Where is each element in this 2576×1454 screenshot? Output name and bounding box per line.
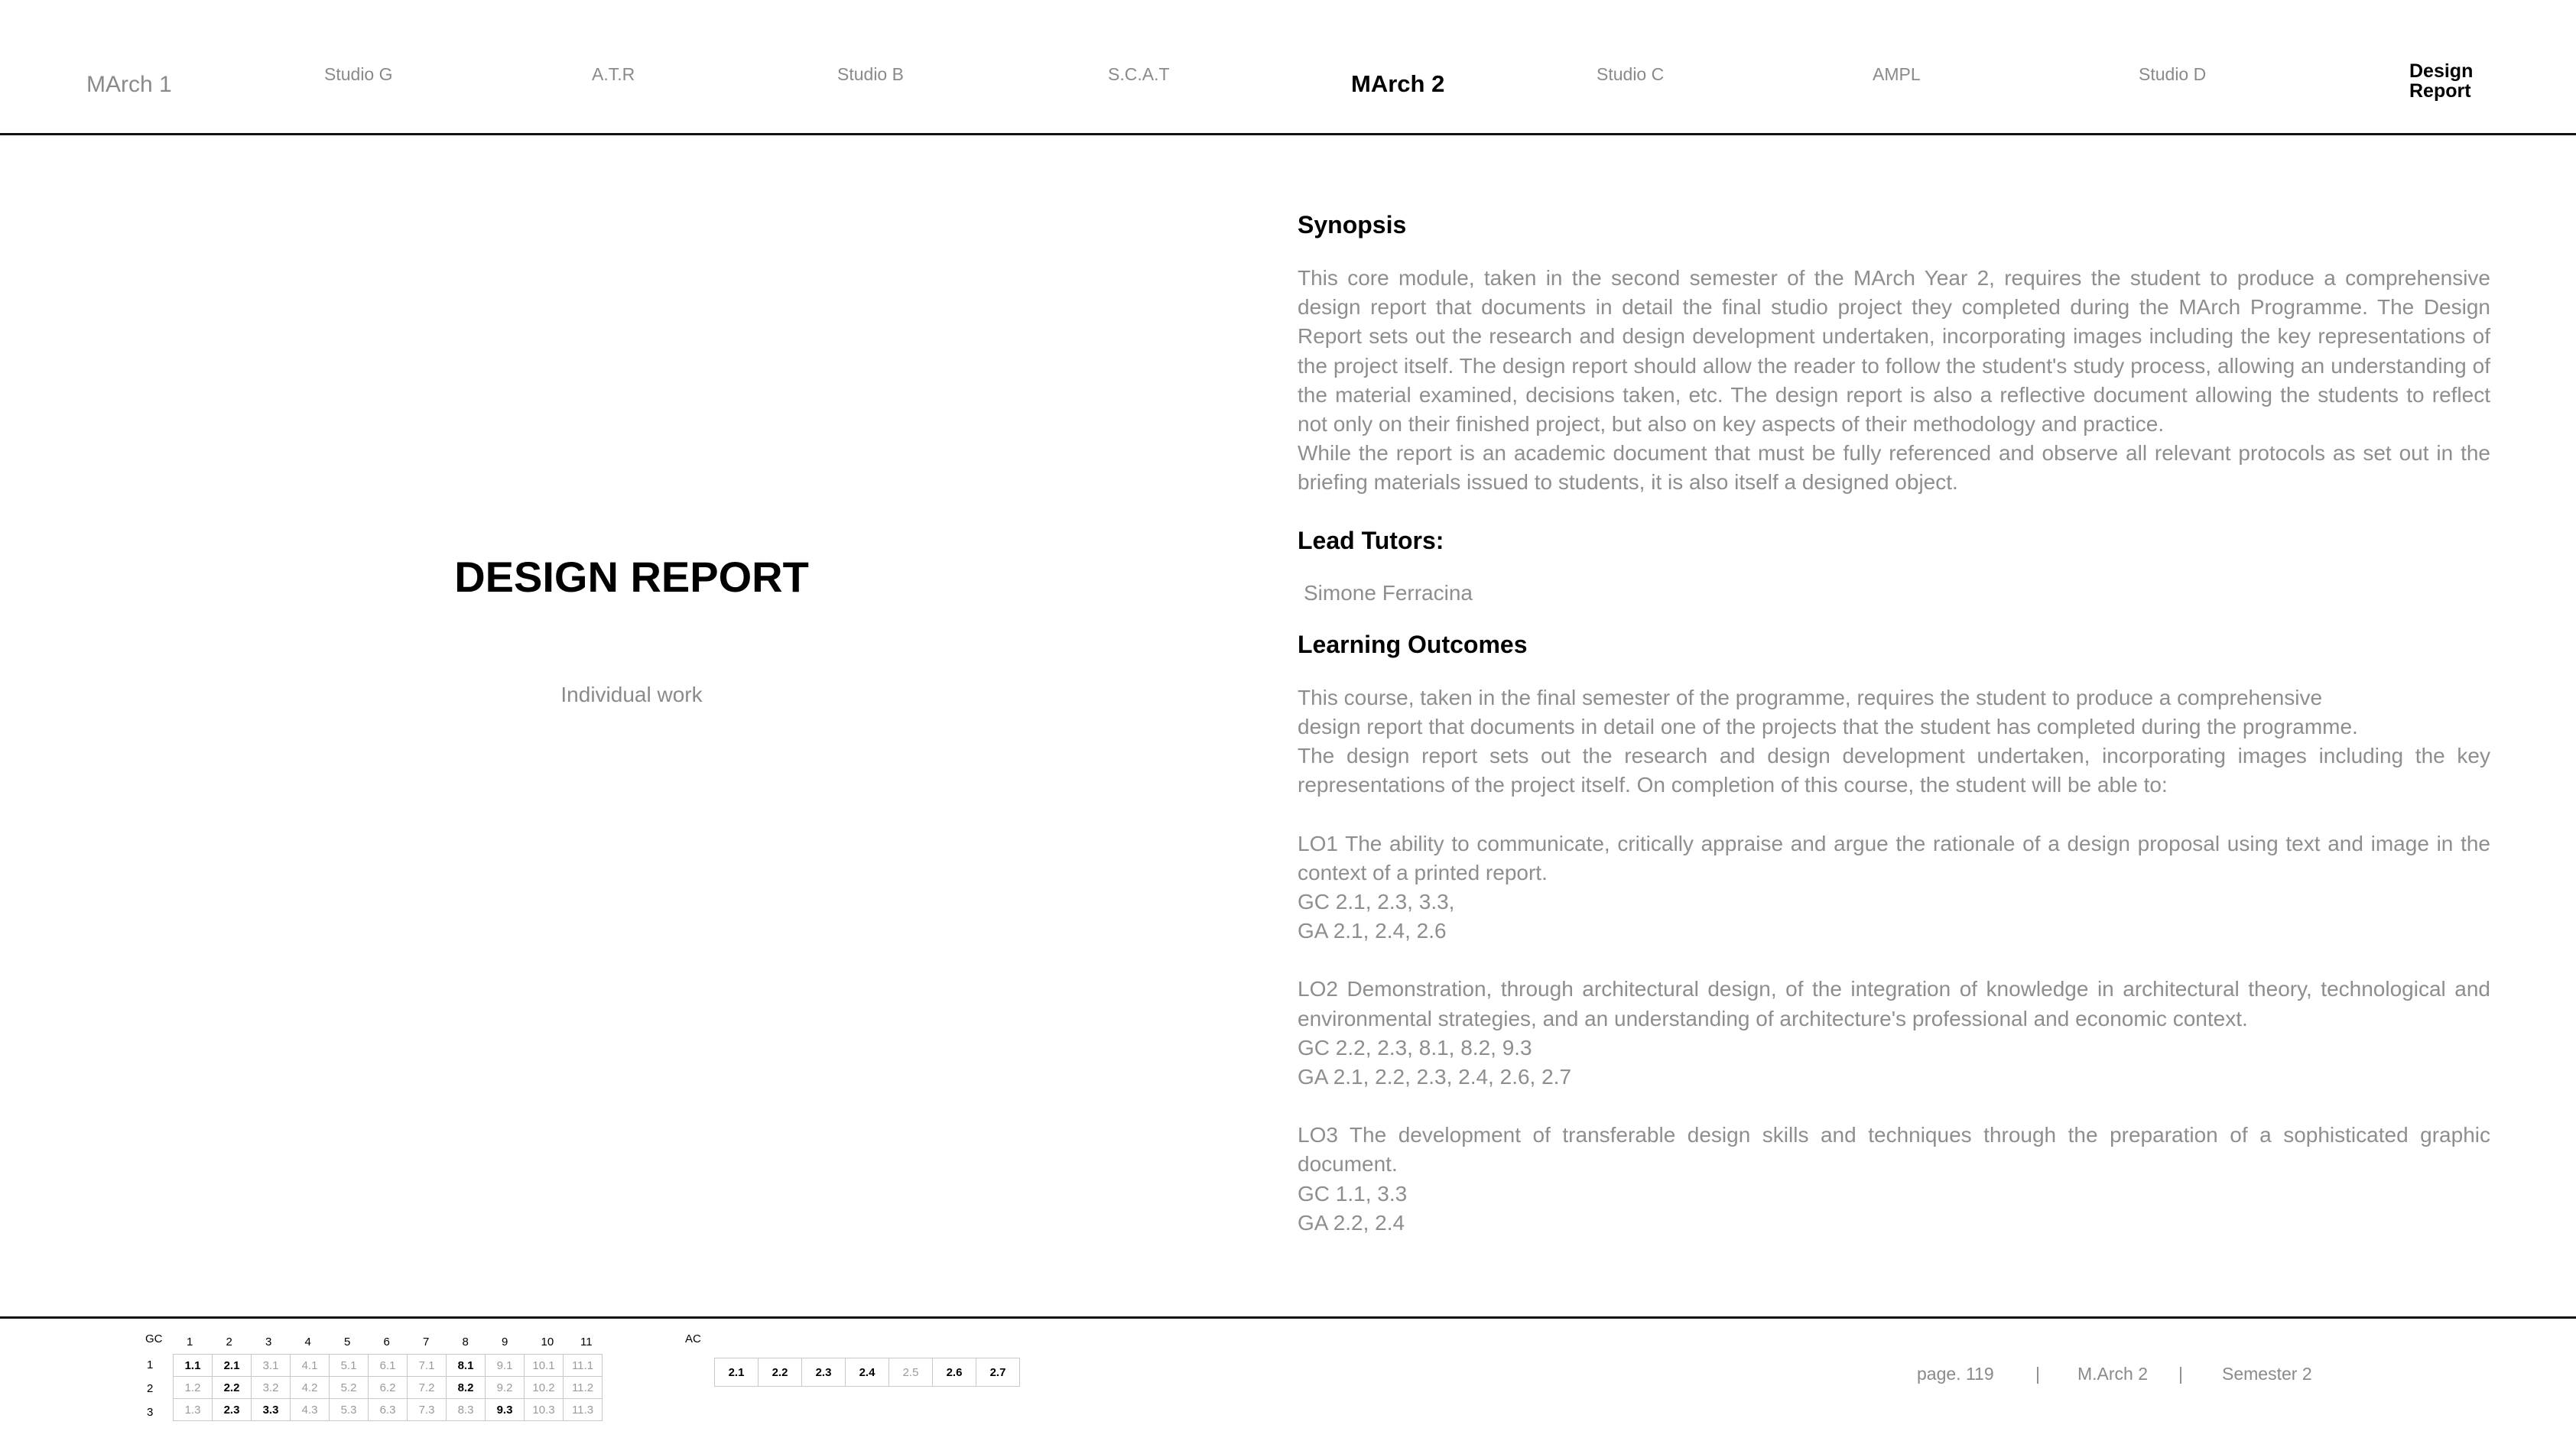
ac-cell: 2.4: [846, 1358, 889, 1387]
gc-col-header: 8: [462, 1336, 469, 1349]
gc-col-header: 1: [187, 1336, 193, 1349]
synopsis-heading: Synopsis: [1298, 211, 1407, 239]
lo2-text: LO2 Demonstration, through architectural design, of the integration of knowledge in architectural theory, technological and environmental strategies, and an understanding of architecture's professional and economic context.: [1298, 977, 2490, 1030]
gc-cell: 8.1: [447, 1355, 486, 1377]
ac-cell: 2.1: [715, 1358, 759, 1387]
lo2-gc: GC 2.2, 2.3, 8.1, 8.2, 9.3: [1298, 1035, 1532, 1060]
lo2-ga: GA 2.1, 2.2, 2.3, 2.4, 2.6, 2.7: [1298, 1065, 1572, 1089]
nav-scat[interactable]: S.C.A.T: [1108, 64, 1170, 84]
gc-table: [173, 1354, 603, 1421]
gc-cell: 7.2: [408, 1377, 447, 1399]
header-divider: [0, 133, 2576, 135]
nav-march1[interactable]: MArch 1: [86, 72, 172, 97]
footer-page: page. 119: [1917, 1364, 1994, 1384]
gc-cell: 1.3: [174, 1399, 213, 1421]
gc-cell: 1.1: [174, 1355, 213, 1377]
ac-cell: 2.2: [759, 1358, 802, 1387]
gc-cell: 2.1: [213, 1355, 252, 1377]
gc-col-header: 6: [383, 1336, 390, 1349]
gc-cell: 3.3: [252, 1399, 291, 1421]
page-subtitle: Individual work: [560, 683, 703, 706]
lo1-gc: GC 2.1, 2.3, 3.3,: [1298, 890, 1455, 914]
nav-studio-c[interactable]: Studio C: [1597, 64, 1665, 84]
nav-design-report[interactable]: [2409, 61, 2562, 101]
ac-label: AC: [685, 1332, 701, 1345]
nav-ampl[interactable]: AMPL: [1873, 64, 1921, 84]
gc-label: GC: [145, 1332, 163, 1345]
gc-cell: 5.3: [330, 1399, 369, 1421]
outcomes-intro-line2: design report that documents in detail one of the projects that the student has completed during the programme.: [1298, 715, 2358, 739]
gc-cell: 11.1: [564, 1355, 603, 1377]
gc-cell: 4.1: [291, 1355, 330, 1377]
lo3-text: LO3 The development of transferable design skills and techniques through the preparation of a sophisticated graphic document.: [1298, 1123, 2490, 1177]
gc-cell: 6.1: [369, 1355, 408, 1377]
gc-col-header: 10: [541, 1336, 554, 1349]
footer-semester: Semester 2: [2222, 1364, 2312, 1384]
gc-cell: 3.2: [252, 1377, 291, 1399]
gc-col-header: 9: [502, 1336, 508, 1349]
gc-cell: 6.3: [369, 1399, 408, 1421]
gc-col-header: 4: [304, 1336, 311, 1349]
page-title: DESIGN REPORT: [454, 553, 809, 601]
synopsis-text: This core module, taken in the second semester of the MArch Year 2, requires the student to produce a comprehensive design report that documents in detail the final studio project they completed during the MArch Programme. The Design Report sets out the research and design development undertaken, incorporating images including the key representations of the project itself. The design report should allow the reader to follow the student's study process, allowing an understanding of the material examined, decisions taken, etc. The design report is also a reflective document allowing the students to reflect not only on their finished project, but also on key aspects of their methodology and practice. While the report is an academic document that must be fully referenced and observe all relevant protocols as set out in the briefing materials issued to students, it is also itself a designed object.: [1298, 266, 2490, 495]
gc-cell: 11.3: [564, 1399, 603, 1421]
nav-design-report-line2: Report: [2409, 80, 2471, 102]
gc-row-header: 1: [147, 1358, 154, 1371]
gc-cell: 2.2: [213, 1377, 252, 1399]
gc-cell: 4.3: [291, 1399, 330, 1421]
gc-row-header: 2: [147, 1382, 154, 1395]
gc-cell: 10.1: [525, 1355, 564, 1377]
gc-cell: 9.3: [486, 1399, 525, 1421]
gc-table-row: [174, 1377, 603, 1399]
gc-cell: 7.3: [408, 1399, 447, 1421]
nav-march2[interactable]: MArch 2: [1351, 70, 1445, 97]
gc-cell: 9.1: [486, 1355, 525, 1377]
gc-cell: 6.2: [369, 1377, 408, 1399]
gc-cell: 2.3: [213, 1399, 252, 1421]
gc-col-header: 11: [580, 1336, 593, 1349]
gc-cell: 1.2: [174, 1377, 213, 1399]
gc-cell: 11.2: [564, 1377, 603, 1399]
nav-atr[interactable]: A.T.R: [592, 64, 635, 84]
ac-cell: 2.3: [802, 1358, 846, 1387]
footer-separator: |: [2178, 1364, 2183, 1384]
gc-cell: 8.3: [447, 1399, 486, 1421]
ac-table: [714, 1358, 1020, 1387]
gc-col-header: 2: [226, 1336, 232, 1349]
footer-programme: M.Arch 2: [2077, 1364, 2149, 1384]
nav-studio-g[interactable]: Studio G: [324, 64, 393, 84]
gc-table-row: [174, 1355, 603, 1377]
gc-col-header: 3: [265, 1336, 272, 1349]
outcomes-intro-rest: The design report sets out the research and design development undertaken, incorporating images including the key representations of the project itself. On completion of this course, the student will be able to:: [1298, 744, 2490, 797]
gc-cell: 10.2: [525, 1377, 564, 1399]
gc-col-header: 5: [344, 1336, 351, 1349]
footer-separator: |: [2035, 1364, 2040, 1384]
gc-cell: 5.2: [330, 1377, 369, 1399]
ac-table-row: [715, 1358, 1020, 1387]
lo3-gc: GC 1.1, 3.3: [1298, 1181, 1408, 1206]
gc-cell: 4.2: [291, 1377, 330, 1399]
gc-cell: 3.1: [252, 1355, 291, 1377]
footer-divider: [0, 1316, 2576, 1319]
tutor-name: Simone Ferracina: [1304, 580, 1473, 605]
gc-cell: 9.2: [486, 1377, 525, 1399]
nav-design-report-line1: Design: [2409, 60, 2474, 82]
gc-row-header: 3: [147, 1406, 154, 1419]
outcomes-heading: Learning Outcomes: [1298, 630, 1528, 658]
content-column: [1298, 211, 2490, 1238]
gc-cell: 5.1: [330, 1355, 369, 1377]
lo1-ga: GA 2.1, 2.4, 2.6: [1298, 919, 1447, 943]
outcomes-intro-line1: This course, taken in the final semester of the programme, requires the student to produce a comprehensive: [1298, 685, 2323, 709]
lo1-text: LO1 The ability to communicate, critically appraise and argue the rationale of a design proposal using text and image in the context of a printed report.: [1298, 831, 2490, 884]
nav-studio-d[interactable]: Studio D: [2139, 64, 2207, 84]
gc-table-row: [174, 1399, 603, 1421]
lo3-ga: GA 2.2, 2.4: [1298, 1210, 1405, 1235]
gc-cell: 8.2: [447, 1377, 486, 1399]
tutors-heading: Lead Tutors:: [1298, 526, 1444, 554]
gc-col-header: 7: [423, 1336, 430, 1349]
ac-cell: 2.5: [889, 1358, 933, 1387]
gc-cell: 7.1: [408, 1355, 447, 1377]
ac-cell: 2.6: [933, 1358, 976, 1387]
nav-studio-b[interactable]: Studio B: [837, 64, 904, 84]
ac-cell: 2.7: [976, 1358, 1020, 1387]
gc-cell: 10.3: [525, 1399, 564, 1421]
